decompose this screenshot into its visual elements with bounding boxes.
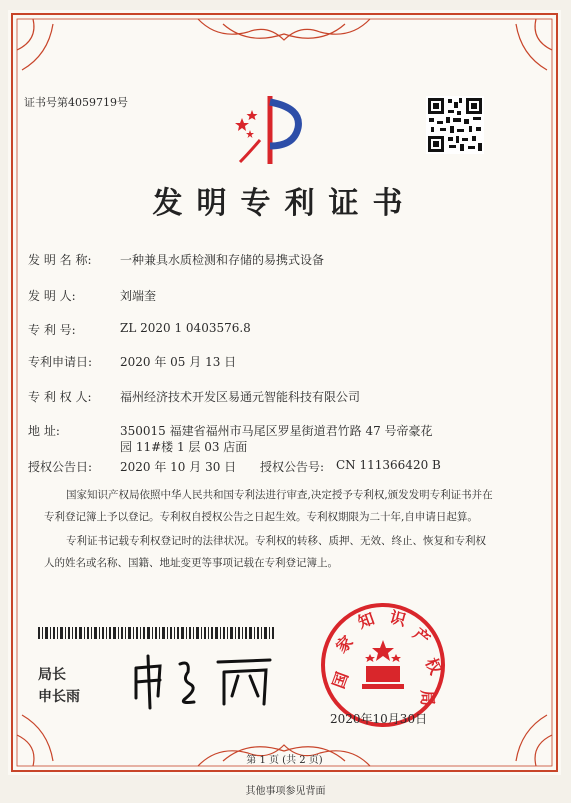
svg-text:识: 识 xyxy=(387,607,409,630)
page-indicator: 第 1 页 (共 2 页) xyxy=(246,755,323,766)
filing-date-value: 2020 年 05 月 13 日 xyxy=(120,355,237,369)
svg-text:国: 国 xyxy=(328,669,353,691)
grant-date-value: 2020 年 10 月 30 日 xyxy=(120,460,237,474)
invention-name-value: 一种兼具水质检测和存储的易携式设备 xyxy=(120,253,325,267)
address-value-line2: 园 11#楼 1 层 03 店面 xyxy=(120,440,248,454)
barcode xyxy=(38,627,276,639)
patent-office-logo-icon xyxy=(230,90,310,170)
certificate-number: 证书号第4059719号 xyxy=(24,96,128,109)
grant-number-value: CN 111366420 B xyxy=(336,458,441,472)
svg-text:产: 产 xyxy=(409,623,434,649)
inventor-label: 发 明 人: xyxy=(28,289,76,303)
patent-number-label: 专 利 号: xyxy=(28,323,76,337)
invention-name-label: 发 明 名 称: xyxy=(28,253,92,267)
patent-number-value: ZL 2020 1 0403576.8 xyxy=(120,321,251,335)
seal-date: 2020年10月30日 xyxy=(330,712,428,726)
handwritten-signature xyxy=(128,650,278,710)
address-label: 地 址: xyxy=(28,424,60,438)
grant-date-label: 授权公告日: xyxy=(28,460,93,474)
footer-note: 其他事项参见背面 xyxy=(245,786,326,797)
svg-text:权: 权 xyxy=(421,654,446,678)
svg-text:局: 局 xyxy=(418,690,437,707)
legal-statement-paragraph-2: 专利证书记载专利权登记时的法律状况。专利权的转移、质押、无效、终止、恢复和专利权人的姓名或名称、国籍、地址变更等事项记载在专利登记簿上。 xyxy=(44,535,486,569)
certificate xyxy=(8,10,561,775)
certificate-title: 发明专利证书 xyxy=(152,186,417,221)
legal-statement-paragraph-1: 国家知识产权局依照中华人民共和国专利法进行审查,决定授予专利权,颁发发明专利证书并在专利登记簿上予以登记。专利权自授权公告之日起生效。专利权期限为二十年,自申请日起算。 xyxy=(44,489,493,523)
grant-number-label: 授权公告号: xyxy=(260,460,325,474)
svg-text:家: 家 xyxy=(331,631,357,657)
patent-owner-label: 专 利 权 人: xyxy=(28,390,92,404)
filing-date-label: 专利申请日: xyxy=(28,355,93,369)
qr-code xyxy=(426,96,484,154)
director-name: 申长雨 xyxy=(38,689,80,705)
director-title: 局长 xyxy=(38,667,66,683)
patent-owner-value: 福州经济技术开发区易通元智能科技有限公司 xyxy=(120,390,361,404)
inventor-value: 刘端奎 xyxy=(120,289,157,303)
svg-text:知: 知 xyxy=(355,608,377,633)
address-value-line1: 350015 福建省福州市马尾区罗星街道君竹路 47 号帝豪花 xyxy=(120,424,433,438)
